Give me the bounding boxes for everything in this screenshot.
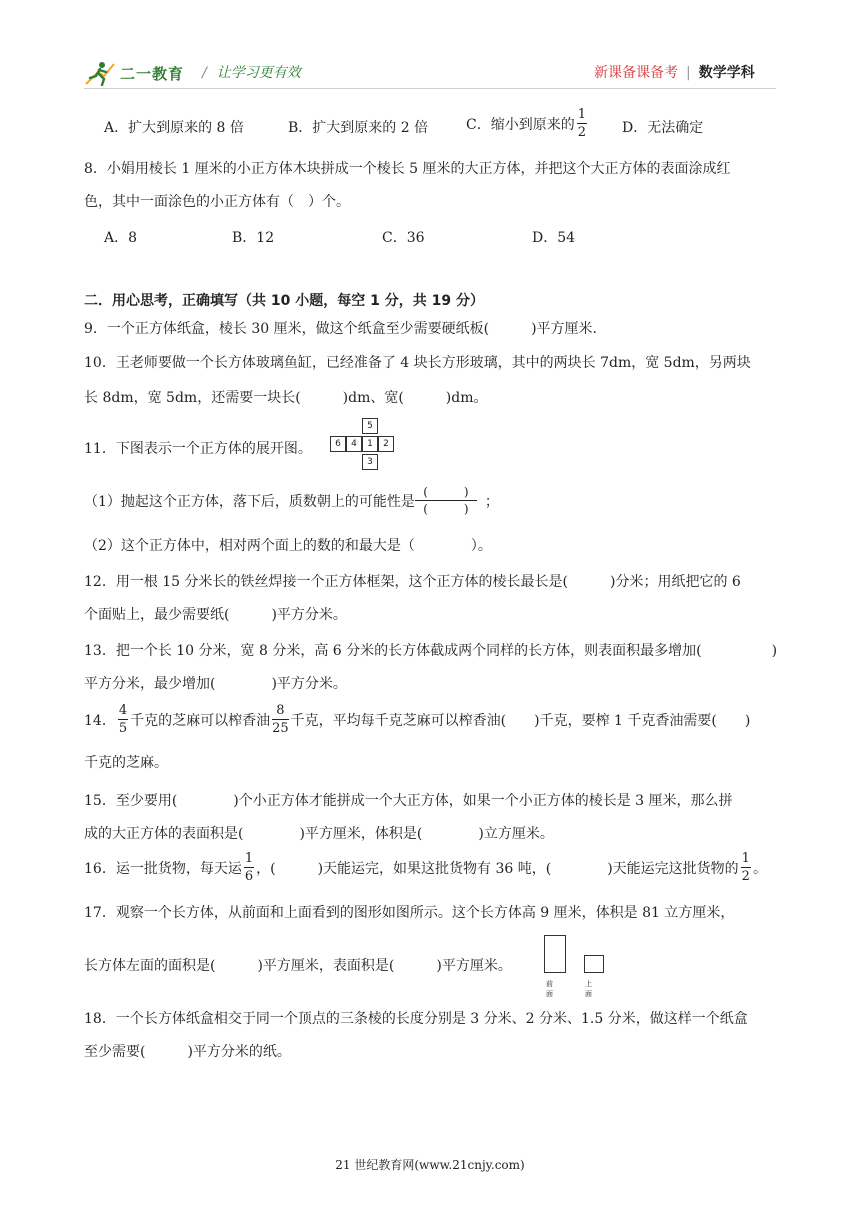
q14-fraction-2 (272, 704, 289, 735)
q14-prefix: 14． (84, 712, 116, 729)
q7-option-c (466, 108, 589, 139)
q17-line-2: 长方体左面的面积是( )平方厘米，表面积是( )平方厘米。 (84, 958, 512, 974)
q12-line-2: 个面贴上，最少需要纸( )平方分米。 (84, 607, 347, 623)
fraction-denominator: 6 (244, 869, 254, 884)
q7-option-d: D．无法确定 (622, 120, 704, 136)
q16-end: 。 (752, 860, 767, 877)
logo (84, 60, 184, 86)
q7-fraction (577, 108, 587, 139)
q16 (84, 852, 767, 883)
q18-line-1: 18．一个长方体纸盒相交于同一个顶点的三条棱的长度分别是 3 分米、2 分米、1.5 分米，做这样一个纸盒 (84, 1011, 748, 1027)
section-2-title: 二．用心思考，正确填写（共 10 小题，每空 1 分，共 19 分） (84, 293, 484, 309)
net-cell: 6 (330, 436, 346, 452)
q8-option-a: A．8 (104, 230, 138, 246)
front-view-label: 前面 (546, 980, 553, 998)
q9: 9．一个正方体纸盒，棱长 30 厘米，做这个纸盒至少需要硬纸板( )平方厘米. (84, 321, 597, 337)
q7-option-a: A．扩大到原来的 8 倍 (104, 120, 244, 136)
q18-line-2: 至少需要( )平方分米的纸。 (84, 1044, 291, 1060)
q11-stem: 11．下图表示一个正方体的展开图。 (84, 441, 312, 457)
top-view-rect (584, 955, 604, 973)
q8-option-d: D．54 (532, 230, 576, 246)
q13-line-2: 平方分米，最少增加( )平方分米。 (84, 676, 347, 692)
front-view-rect (544, 935, 566, 973)
fraction-numerator: 4 (118, 703, 128, 718)
fraction-denominator: 2 (577, 125, 586, 140)
q14-line-2: 千克的芝麻。 (84, 755, 168, 771)
net-cell: 4 (346, 436, 362, 452)
slogan-text: 让学习更有效 (216, 65, 301, 81)
q14-fraction-1 (118, 704, 128, 735)
fraction-numerator: 1 (741, 851, 750, 866)
q16-fraction-2 (741, 852, 751, 883)
q14-mid: 千克的芝麻可以榨香油 (130, 712, 271, 729)
blank-denominator: ( ) (423, 502, 469, 516)
net-cell: 1 (362, 436, 378, 452)
runner-logo-icon (84, 60, 118, 86)
q8-option-c: C．36 (382, 230, 425, 246)
q11-part-1-end: ； (484, 493, 499, 510)
net-cell: 2 (378, 436, 394, 452)
fraction-denominator: 5 (118, 721, 128, 736)
header-course-label: 新课备课备考 (594, 65, 678, 81)
q10-line-1: 10．王老师要做一个长方体玻璃鱼缸，已经准备了 4 块长方形玻璃，其中的两块长 7dm，宽 5dm，另两块 (84, 355, 751, 371)
q13-line-1: 13．把一个长 10 分米，宽 8 分米，高 6 分米的长方体截成两个同样的长方体，则表面积最多增加( ) (84, 643, 778, 659)
fraction-numerator: 1 (244, 851, 254, 866)
q7-option-c-text: C．缩小到原来的 (466, 116, 575, 133)
header-right: 新课备课备考 | 数学学科 (594, 65, 755, 81)
q16-mid: ，( )天能运完，如果这批货物有 36 吨，( )天能运完这批货物的 (256, 860, 739, 877)
top-view-label: 上面 (585, 980, 592, 998)
header-slogan: / 让学习更有效 (202, 65, 301, 81)
q17-line-1: 17．观察一个长方体，从前面和上面看到的图形如图所示。这个长方体高 9 厘米，体积是 81 立方厘米， (84, 905, 735, 921)
logo-text: 二一教育 (120, 64, 185, 83)
blank-numerator: ( ) (415, 484, 477, 501)
q12-line-1: 12．用一根 15 分米长的铁丝焊接一个正方体框架，这个正方体的棱长最长是( )分米；用纸把它的 6 (84, 574, 741, 590)
header-subject: 数学学科 (698, 65, 755, 81)
fraction-numerator: 1 (577, 107, 586, 122)
net-cell: 3 (362, 454, 378, 470)
q11-part-2: （2）这个正方体中，相对两个面上的数的和最大是（ ）。 (84, 538, 492, 554)
net-cell: 5 (362, 418, 378, 434)
q15-line-2: 成的大正方体的表面积是( )平方厘米，体积是( )立方厘米。 (84, 826, 554, 842)
q10-line-2: 长 8dm，宽 5dm，还需要一块长( )dm、宽( )dm。 (84, 390, 488, 406)
page-header (0, 0, 860, 100)
q8-option-b: B．12 (232, 230, 275, 246)
q16-fraction-1 (244, 852, 254, 883)
q16-prefix: 16．运一批货物，每天运 (84, 860, 242, 877)
header-divider (84, 88, 776, 89)
q14-rest: 千克，平均每千克芝麻可以榨香油( )千克，要榨 1 千克香油需要( ) (290, 712, 751, 729)
q11-part-1 (84, 484, 499, 517)
fraction-denominator: 25 (272, 721, 289, 736)
q14-line-1 (84, 704, 750, 735)
q8-line-1: 8．小娟用棱长 1 厘米的小正方体木块拼成一个棱长 5 厘米的大正方体，并把这个大正方体的表面涂成红 (84, 161, 731, 177)
q7-option-b: B．扩大到原来的 2 倍 (288, 120, 429, 136)
q11-part-1-text: （1）抛起这个正方体，落下后，质数朝上的可能性是 (84, 493, 415, 510)
page-footer: 21 世纪教育网(www.21cnjy.com) (335, 1158, 525, 1172)
q15-line-1: 15．至少要用( )个小正方体才能拼成一个大正方体，如果一个小正方体的棱长是 3 厘米，那么拼 (84, 793, 733, 809)
fraction-numerator: 8 (272, 704, 289, 720)
answer-fraction-blank (415, 484, 477, 517)
q8-line-2: 色，其中一面涂色的小正方体有（ ）个。 (84, 194, 350, 210)
fraction-denominator: 2 (741, 869, 750, 884)
